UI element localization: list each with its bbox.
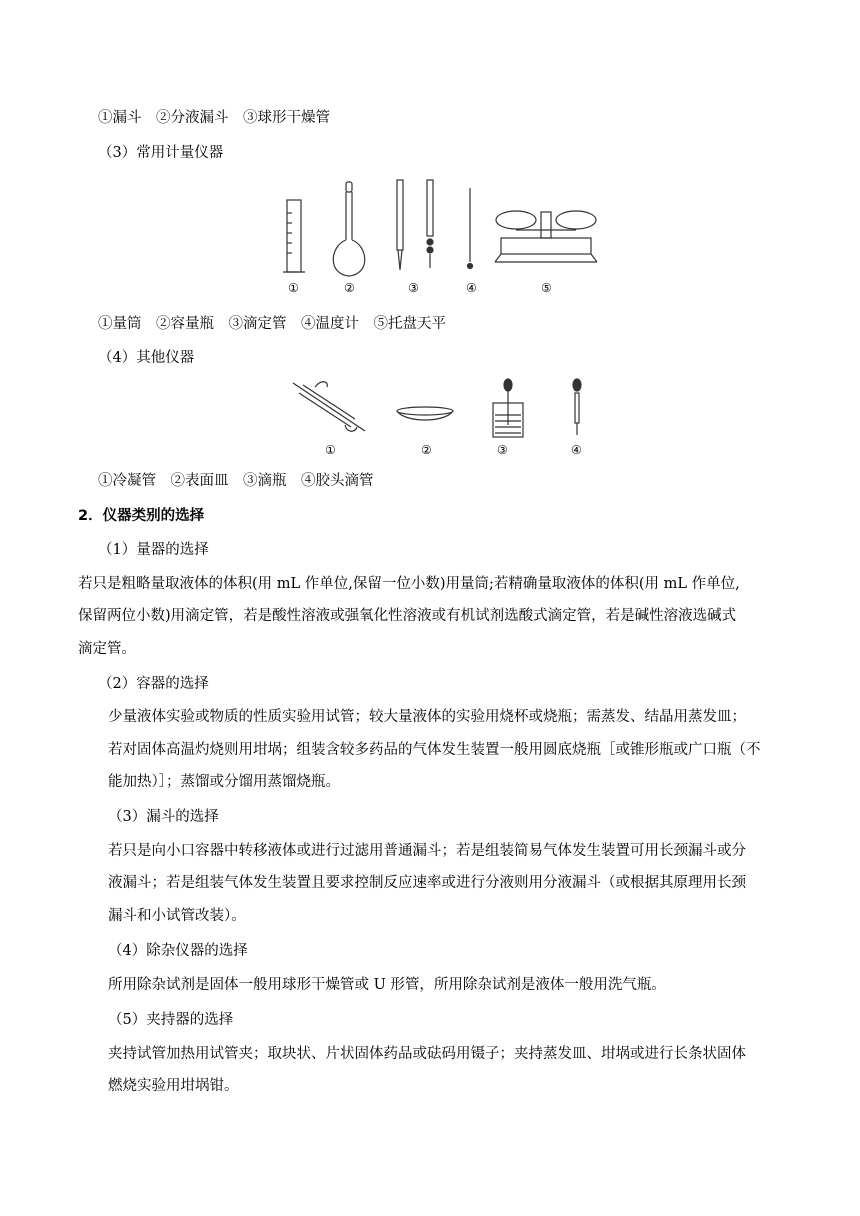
paragraph-line: 液漏斗；若是组装气体发生装置且要求控制反应速率或进行分液则用分液漏斗（或根据其原理用长颈	[108, 875, 746, 891]
other-caption: ①冷凝管 ②表面皿 ③滴瓶 ④胶头滴管	[98, 473, 374, 489]
figure-label: ②	[344, 281, 355, 295]
volumetric-flask-image	[333, 182, 365, 276]
watch-glass-image	[397, 407, 453, 420]
figure-label: ④	[466, 281, 477, 295]
burette-image	[397, 180, 433, 270]
paragraph-line: 若对固体高温灼烧则用坩埚；组装含较多药品的气体发生装置一般用圆底烧瓶［或锥形瓶或广口瓶（不	[108, 742, 761, 758]
paragraph-line: 能加热）］；蒸馏或分馏用蒸馏烧瓶。	[108, 774, 340, 790]
paragraph-line: 若只是向小口容器中转移液体或进行过滤用普通漏斗；若是组装简易气体发生装置可用长颈漏斗或分	[108, 843, 746, 859]
paragraph-line: 滴定管。	[78, 641, 136, 657]
figure-label: ⑤	[541, 281, 552, 295]
balance-image	[495, 211, 597, 262]
funnel-caption: ①漏斗 ②分液漏斗 ③球形干燥管	[98, 110, 330, 126]
figure-label: ②	[421, 443, 432, 457]
paragraph-title: （1）量器的选择	[98, 542, 209, 558]
paragraph-line: 少量液体实验或物质的性质实验用试管；较大量液体的实验用烧杯或烧瓶；需蒸发、结晶用蒸发皿；	[108, 709, 746, 725]
graduated-cylinder-image	[283, 200, 305, 272]
measuring-instruments-drawing	[275, 178, 605, 298]
paragraph-title: （2）容器的选择	[98, 676, 209, 692]
measuring-instruments-figure	[275, 178, 605, 298]
paragraph-line: 所用除杂试剂是固体一般用球形干燥管或 U 形管，所用除杂试剂是液体一般用洗气瓶。	[108, 977, 666, 993]
paragraph-line: 保留两位小数)用滴定管，若是酸性溶液或强氧化性溶液或有机试剂选酸式滴定管，若是碱性溶液选碱式	[78, 608, 737, 624]
paragraph-title: （3）漏斗的选择	[108, 809, 219, 825]
dropping-bottle-image	[493, 379, 523, 437]
figure-label: ④	[571, 443, 582, 457]
paragraph-line: 若只是粗略量取液体的体积(用 mL 作单位,保留一位小数)用量筒;若精确量取液体的体积(用 mL 作单位,	[78, 576, 740, 592]
thermometer-image	[468, 188, 473, 269]
figure-label: ①	[288, 281, 299, 295]
paragraph-title: （4）除杂仪器的选择	[108, 943, 248, 959]
paragraph-line: 夹持试管加热用试管夹；取块状、片状固体药品或砝码用镊子；夹持蒸发皿、坩埚或进行长条状固体	[108, 1046, 746, 1062]
paragraph-line: 漏斗和小试管改装）。	[108, 908, 246, 924]
paragraph-title: （5）夹持器的选择	[108, 1012, 234, 1028]
figure-label: ①	[325, 443, 336, 457]
measuring-caption: ①量筒 ②容量瓶 ③滴定管 ④温度计 ⑤托盘天平	[98, 316, 446, 332]
condenser-image	[293, 382, 365, 432]
section-measuring-title: （3）常用计量仪器	[98, 145, 224, 161]
section-heading: 2．仪器类别的选择	[78, 508, 205, 524]
section-other-title: （4）其他仪器	[98, 350, 195, 366]
other-instruments-figure	[285, 375, 605, 460]
paragraph-line: 燃烧实验用坩埚钳。	[108, 1078, 239, 1094]
figure-label: ③	[408, 281, 419, 295]
figure-label: ③	[497, 443, 508, 457]
dropper-image	[573, 379, 581, 435]
